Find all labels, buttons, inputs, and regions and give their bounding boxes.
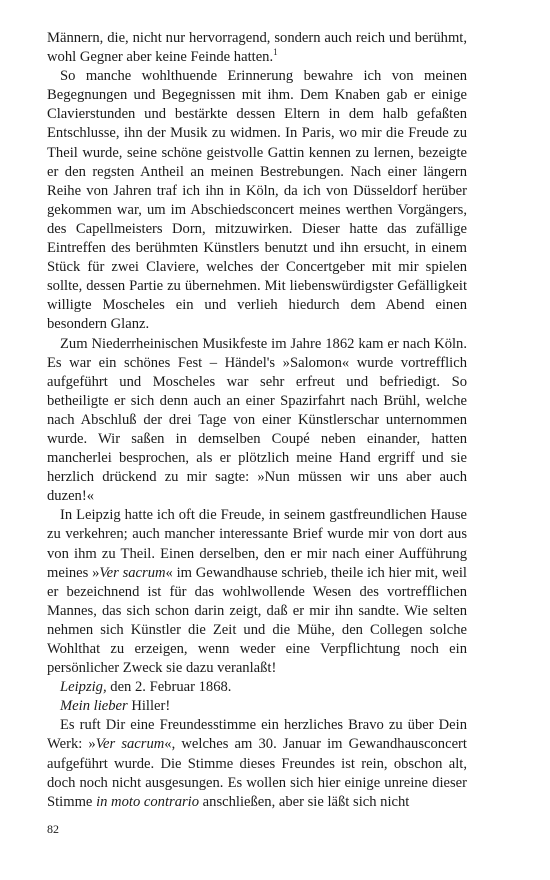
paragraph-opening: [47, 29, 467, 67]
book-page-text: [47, 29, 467, 812]
letter-place: Leipzig,: [60, 679, 107, 696]
paragraph-music-festival: Zum Niederrheinischen Musikfeste im Jahre 1862 kam er nach Köln. Es war ein schönes Fest – Händel's »Salomon« wurde vortrefflich aufgeführt und Moscheles war sehr erfreut und befriedigt. So betheiligte er sich denn auch an einer Spazirfahrt nach Brühl, welche nach Abschluß der drei Tage von einer Künstlerschar unternommen wurde. Wir saßen in demselben Coupé neben einander, hatten mancherlei besprochen, als er plötzlich meine Hand ergriff und sie herzlich drückend zu mir sagte: »Nun müssen wir uns aber auch duzen!«: [47, 335, 467, 505]
paragraph-text: Männern, die, nicht nur hervorragend, sondern auch reich und berühmt, wohl Gegner aber keine Feinde hatten.: [47, 30, 467, 66]
letter-dateline: [47, 678, 467, 697]
letter-date: den 2. Februar 1868.: [106, 679, 232, 696]
page-number: 82: [47, 822, 59, 836]
paragraph-leipzig: In Leipzig hatte ich oft die Freude, in seinem gastfreundlichen Hause zu verkehren; auch mancher interessante Brief wurde mir von dort aus von ihm zu Theil. Einen derselben, den er mir nach einer Aufführung meines »Ver sacrum« im Gewandhause schrieb, theile ich hier mit, weil er bezeichnend ist für das wohlwollende Wesen des vortrefflichen Mannes, das sich schon darin zeigt, daß er mir ihn sandte. Wie selten nehmen sich Künstler die Zeit und die Mühe, den Collegen solche Wohlthat zu erzeigen, wenn weder eine Verpflichtung noch ein persönlicher Zweck sie dazu veranlaßt!: [47, 507, 467, 677]
footnote-marker: 1: [273, 47, 278, 58]
letter-body: Es ruft Dir eine Freundesstimme ein herzliches Bravo zu über Dein Werk: »Ver sacrum«, welches am 30. Januar im Gewandhausconcert aufgeführt wurde. Die Stimme dieses Freundes ist rein, obschon alt, doch noch nicht ausgesungen. Es wollen sich hier einige unreine dieser Stimme in moto contrario anschließen, aber sie läßt sich nicht: [47, 717, 467, 810]
work-title: Ver sacrum: [99, 564, 166, 581]
paragraph-memories: So manche wohlthuende Erinnerung bewahre ich von meinen Begegnungen und Begegnissen mit ihm. Dem Knaben gab er einige Clavierstunden und bestärkte dessen Eltern in dem halb gefaßten Entschlusse, ihn der Musik zu widmen. In Paris, wo mir die Freude zu Theil wurde, seine schöne geistvolle Gattin kennen zu lernen, bezeigte er den regsten Antheil an meinen Bestrebungen. Nach einer längern Reihe von Jahren traf ich ihn in Köln, da ich von Düsseldorf herüber gekommen war, um im Abschiedsconcert meines werthen Vorgängers, des Capellmeisters Dorn, mitzuwirken. Dieser hatte das zufällige Eintreffen des berühmten Künstlers benutzt und ihn ersucht, in einem Stück für zwei Claviere, welches der Concertgeber mit mir spielen sollte, dessen Partie zu übernehmen. Mit liebenswürdigster Gefälligkeit willigte Moscheles ein und verlieh hiedurch dem Abend einen besondern Glanz.: [47, 68, 467, 333]
letter-salutation: Mein lieber Hiller!: [60, 698, 171, 715]
work-title: Ver sacrum: [95, 736, 165, 753]
musical-term: in moto contrario: [96, 793, 200, 810]
